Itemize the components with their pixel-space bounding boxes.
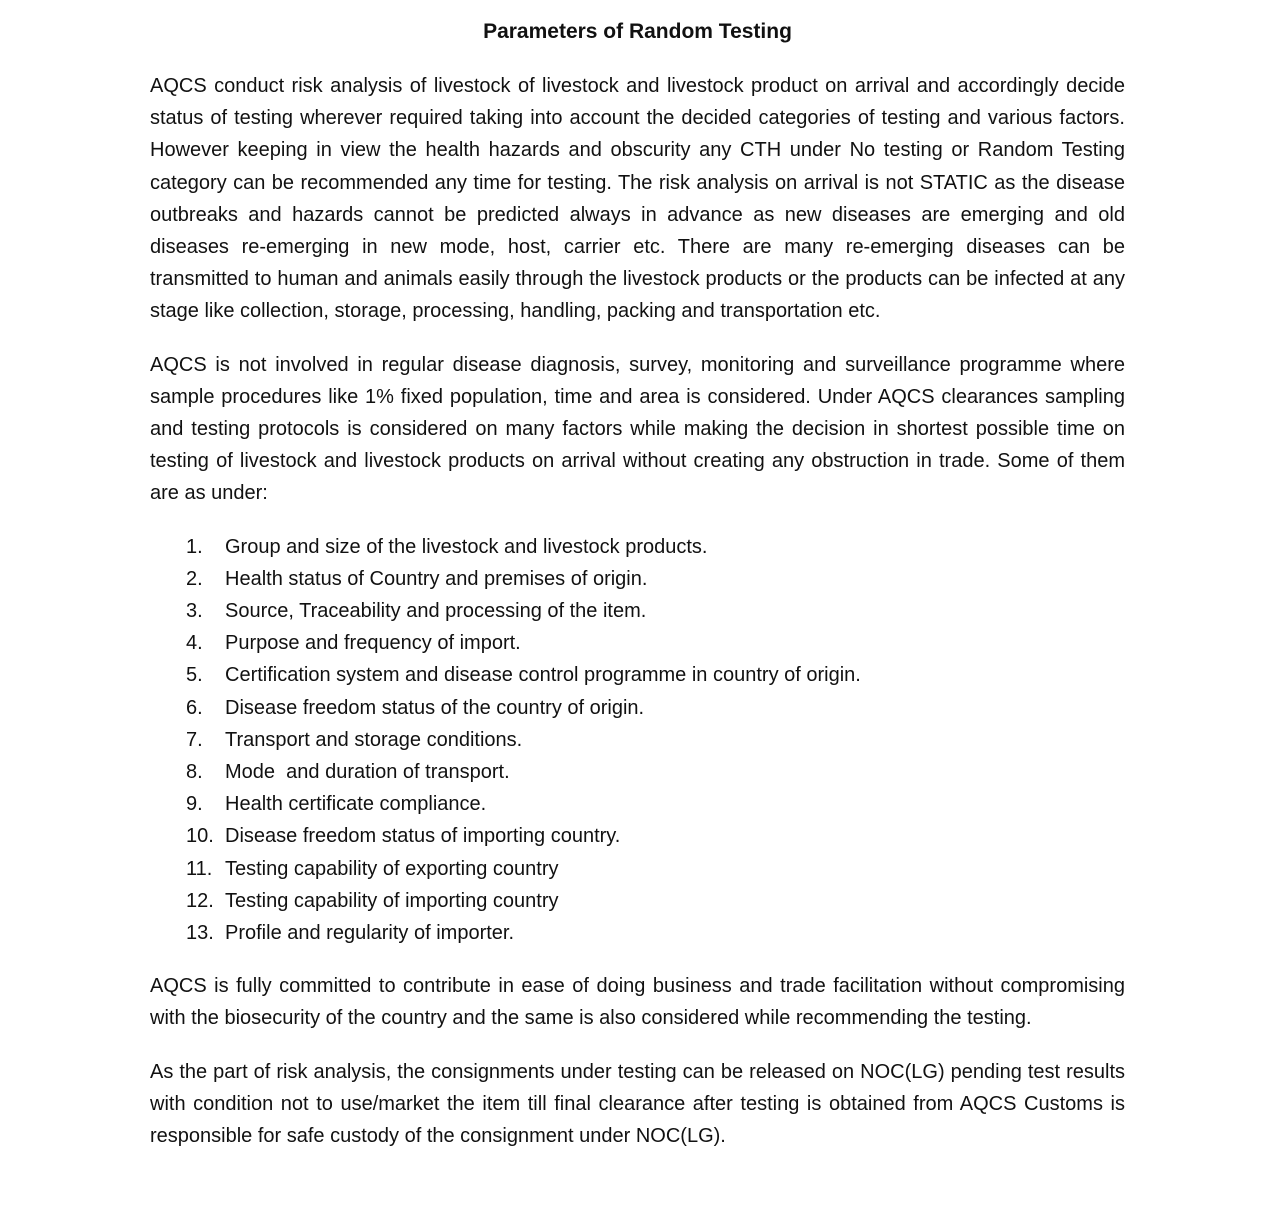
list-item-number: 2.: [186, 567, 203, 590]
list-item-number: 1.: [186, 535, 203, 558]
list-item-text: Source, Traceability and processing of the item.: [225, 600, 647, 623]
list-item: [150, 853, 1125, 885]
list-item-number: 12.: [186, 889, 214, 912]
document-title: Parameters of Random Testing: [483, 20, 792, 43]
list-item-number: 4.: [186, 632, 203, 655]
list-item-text: Transport and storage conditions.: [225, 728, 523, 751]
list-item: [150, 659, 1125, 691]
list-item: [150, 917, 1125, 949]
list-item-text: Profile and regularity of importer.: [225, 922, 515, 945]
list-item: [150, 563, 1125, 595]
list-item-number: 10.: [186, 825, 214, 848]
paragraph-sampling-protocols: AQCS is not involved in regular disease diagnosis, survey, monitoring and surveillance programme where sample procedures like 1% fixed population, time and area is considered. Under AQCS clearances sampling and testing protocols is considered on many factors while making the decision in shortest possible time on testing of livestock and livestock products on arrival without creating any obstruction in trade. Some of them are as under:: [150, 353, 1125, 505]
list-item-text: Group and size of the livestock and livestock products.: [225, 535, 708, 558]
paragraph-ease-of-business: AQCS is fully committed to contribute in ease of doing business and trade facilitation without compromising with the biosecurity of the country and the same is also considered while recommending the testing.: [150, 975, 1125, 1030]
list-item-text: Health status of Country and premises of origin.: [225, 567, 648, 590]
list-item-text: Testing capability of importing country: [225, 889, 559, 912]
list-item-text: Purpose and frequency of import.: [225, 632, 521, 655]
paragraph-noc-release: As the part of risk analysis, the consignments under testing can be released on NOC(LG) pending test results with condition not to use/market the item till final clearance after testing is obtained from AQCS Customs is responsible for safe custody of the consignment under NOC(LG).: [150, 1060, 1125, 1148]
list-item-text: Testing capability of exporting country: [225, 857, 559, 880]
list-item: [150, 820, 1125, 852]
list-item-text: Certification system and disease control programme in country of origin.: [225, 664, 861, 687]
list-item-text: Disease freedom status of the country of origin.: [225, 696, 645, 719]
list-item: [150, 885, 1125, 917]
list-item-number: 9.: [186, 793, 203, 816]
paragraph-risk-analysis: AQCS conduct risk analysis of livestock of livestock and livestock product on arrival and accordingly decide status of testing wherever required taking into account the decided categories of testing and various factors. However keeping in view the health hazards and obscurity any CTH under No testing or Random Testing category can be recommended any time for testing. The risk analysis on arrival is not STATIC as the disease outbreaks and hazards cannot be predicted always in advance as new diseases are emerging and old diseases re-emerging in new mode, host, carrier etc. There are many re-emerging diseases can be transmitted to human and animals easily through the livestock products or the products can be infected at any stage like collection, storage, processing, handling, packing and transportation etc.: [150, 75, 1125, 323]
list-item: [150, 692, 1125, 724]
list-item-text: Mode and duration of transport.: [225, 761, 510, 784]
list-item-text: Disease freedom status of importing country.: [225, 825, 621, 848]
list-item-number: 11.: [186, 857, 213, 880]
list-item: [150, 627, 1125, 659]
list-item-number: 3.: [186, 600, 203, 623]
factors-list: [150, 531, 1125, 950]
list-item-number: 6.: [186, 696, 203, 719]
list-item-number: 13.: [186, 922, 214, 945]
list-item: [150, 531, 1125, 563]
list-item: [150, 756, 1125, 788]
list-item-number: 5.: [186, 664, 203, 687]
list-item: [150, 724, 1125, 756]
list-item-text: Health certificate compliance.: [225, 793, 487, 816]
list-item-number: 8.: [186, 761, 203, 784]
document-page: [150, 0, 1125, 1152]
list-item-number: 7.: [186, 728, 203, 751]
list-item: [150, 595, 1125, 627]
list-item: [150, 788, 1125, 820]
